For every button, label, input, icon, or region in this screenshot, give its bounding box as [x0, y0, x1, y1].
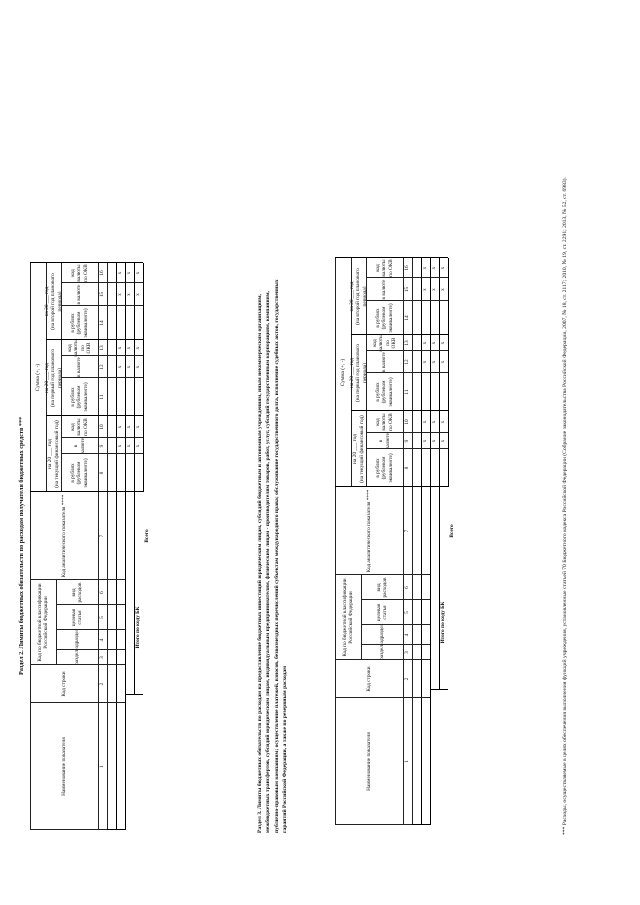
- sec2-header-sub-1-3: код валюты по ОКВ: [70, 418, 89, 436]
- sec2-vsego-label: Всего: [144, 529, 151, 543]
- sec2-header-sub-2-2: в валюте: [76, 357, 83, 377]
- sec2-col-number: 8: [99, 471, 106, 475]
- sec3-x-mark: x: [422, 266, 429, 270]
- section-2-title: Раздел 2. Лимиты бюджетных обязательств по расходам получателя бюджетных средств ***: [18, 416, 25, 675]
- sec2-col-number: 5: [99, 616, 106, 619]
- sec3-header-sub-1-3: код валюты по ОКВ: [375, 413, 394, 431]
- sec2-x-mark: x: [117, 365, 124, 369]
- table-rule: [351, 258, 352, 487]
- sec2-col-number: 15: [99, 291, 106, 298]
- sec3-header-sub-2-1: в рублях (рублевом эквиваленте): [375, 377, 394, 407]
- sec2-header-kbk-1: раздел: [73, 650, 80, 665]
- sec2-col-number: 3: [99, 656, 106, 659]
- sec3-header-year-1: на 20 ___ год (на текущий финансовый год): [352, 415, 365, 483]
- table-rule: [56, 604, 125, 605]
- sec3-header-year-2: на 20 ___ год (на первый год планового периода): [349, 344, 368, 402]
- sec3-header-sum: Сумма (+, -): [339, 358, 346, 387]
- sec3-header-analytic: Код аналитического показателя ****: [365, 489, 372, 573]
- sec2-x-mark: x: [135, 346, 142, 350]
- table-rule: [107, 263, 108, 830]
- table-rule: [412, 824, 430, 825]
- sec3-x-mark: x: [440, 288, 447, 291]
- table-rule: [61, 453, 143, 454]
- sec3-col-number: 10: [404, 419, 411, 425]
- sec2-header-sub-1-2: в валюте: [73, 437, 86, 455]
- sec3-header-kbk-4: вид расходов: [375, 577, 388, 598]
- table-rule: [335, 257, 448, 258]
- sec2-header-year-1: на 20 ___ год (на текущий финансовый год): [47, 420, 60, 488]
- table-rule: [125, 694, 143, 695]
- sec2-x-mark: x: [126, 365, 133, 369]
- sec3-col-number: 2: [404, 677, 411, 681]
- sec3-x-mark: x: [431, 360, 438, 364]
- table-rule: [351, 334, 448, 335]
- table-rule: [361, 599, 430, 600]
- sec3-col-number: 13: [404, 340, 411, 346]
- sec2-x-mark: x: [126, 444, 133, 448]
- sec2-header-sub-3-3: код валюты по ОКВ: [70, 264, 89, 282]
- table-rule: [61, 437, 143, 438]
- sec3-x-mark: x: [422, 360, 429, 364]
- sec3-x-mark: x: [431, 341, 438, 345]
- table-rule: [335, 659, 430, 660]
- table-rule: [351, 410, 448, 411]
- sec3-col-number: 14: [404, 315, 411, 321]
- sec3-col-number: 9: [404, 439, 411, 443]
- sec3-header-sub-3-2: в валюте: [381, 279, 388, 300]
- sec3-header-kbk-3: целевая статья: [375, 603, 388, 622]
- table-rule: [134, 263, 135, 695]
- sec3-x-mark: x: [422, 420, 429, 424]
- table-rule: [46, 263, 47, 492]
- sec2-x-mark: x: [135, 425, 142, 429]
- table-rule: [143, 263, 144, 492]
- table-rule: [116, 263, 117, 830]
- table-rule: [439, 258, 440, 690]
- table-rule: [366, 432, 448, 433]
- table-rule: [335, 258, 336, 825]
- sec3-x-mark: x: [440, 341, 447, 345]
- sec3-col-number: 16: [404, 265, 411, 271]
- sec2-x-mark: x: [117, 425, 124, 429]
- table-rule: [98, 263, 99, 830]
- table-rule: [361, 624, 430, 625]
- table-rule: [30, 262, 143, 263]
- table-rule: [335, 697, 430, 698]
- table-rule: [46, 415, 143, 416]
- sec2-x-mark: x: [126, 293, 133, 296]
- sec3-col-number: 11: [404, 389, 411, 395]
- footnote: *** Расходы, осуществляемые в целях обеспечения выполнения функций учреждения, установленные статьей 70 Бюджетного кодекса Российской Федерации (Собрание законодательства Российской Федерации, 2007, № 18, ст. 2117; 2010, № 19, ст. 2291; 2013, № 52, ст. 6983).: [562, 177, 568, 835]
- sec3-x-mark: x: [422, 288, 429, 291]
- table-rule: [61, 282, 143, 283]
- table-rule: [448, 258, 449, 487]
- sec3-col-number: 8: [404, 466, 411, 470]
- sec3-x-mark: x: [422, 341, 429, 345]
- sec3-header-kbk-1: раздел: [378, 645, 385, 660]
- sec2-itogo-label: Итого по коду БК: [135, 606, 142, 649]
- sec2-header-year-3: на 20 ___ год (на второй год планового периода): [44, 273, 63, 330]
- sec2-x-mark: x: [135, 271, 142, 275]
- table-rule: [421, 258, 422, 825]
- sec3-header-kbk: Код по бюджетной классификации Российской Федерации: [341, 578, 354, 657]
- table-rule: [335, 486, 448, 487]
- sec3-vsego-label: Всего: [449, 524, 456, 538]
- sec3-col-number: 6: [404, 586, 411, 589]
- sec3-x-mark: x: [440, 420, 447, 424]
- sec2-header-sub-3-2: в валюте: [76, 284, 83, 305]
- table-rule: [430, 258, 431, 825]
- sec2-col-number: 6: [99, 591, 106, 594]
- table-rule: [30, 664, 125, 665]
- table-rule: [46, 339, 143, 340]
- table-rule: [430, 689, 448, 690]
- sec2-header-kbk: Код по бюджетной классификации Российской Федерации: [36, 583, 49, 662]
- table-rule: [56, 649, 125, 650]
- sec2-header-kbk-4: вид расходов: [70, 582, 83, 603]
- sec3-header-sub-1-1: в рублях (рублевом эквиваленте): [375, 453, 394, 483]
- sec3-col-number: 1: [404, 760, 411, 763]
- sec2-header-sub-3-1: в рублях (рублевом эквиваленте): [70, 308, 89, 338]
- table-rule: [30, 491, 143, 492]
- sec3-header-sub-1-2: в валюте: [378, 432, 391, 450]
- sec3-x-mark: x: [431, 288, 438, 291]
- sec3-col-number: 15: [404, 286, 411, 293]
- table-rule: [366, 277, 448, 278]
- sec2-x-mark: x: [117, 346, 124, 350]
- sec3-header-sub-3-3: код валюты по ОКВ: [375, 259, 394, 277]
- sec2-header-sub-2-3: код валюты по ОКВ: [66, 339, 92, 357]
- sec2-col-number: 10: [99, 424, 106, 430]
- sec2-header-sub-2-1: в рублях (рублевом эквиваленте): [70, 382, 89, 412]
- table-rule: [61, 305, 143, 306]
- sec3-col-number: 3: [404, 651, 411, 654]
- sec3-header-name: Наименование показателя: [365, 732, 372, 791]
- sec3-header-sub-2-2: в валюте: [381, 352, 388, 372]
- sec2-x-mark: x: [126, 271, 133, 275]
- sec3-header-year-3: на 20 ___ год (на второй год планового периода): [349, 268, 368, 325]
- sec2-col-number: 9: [99, 444, 106, 448]
- sec2-x-mark: x: [117, 293, 124, 296]
- table-rule: [107, 829, 125, 830]
- sec3-x-mark: x: [440, 360, 447, 364]
- sec2-col-number: 4: [99, 638, 106, 642]
- sec3-col-number: 5: [404, 611, 411, 614]
- table-rule: [30, 263, 31, 830]
- table-rule: [361, 575, 362, 660]
- table-rule: [30, 579, 125, 580]
- sec3-header-sub-2-3: код валюты по ОКВ: [371, 334, 397, 352]
- sec3-header-kbk-2: подраздел: [378, 623, 385, 647]
- table-rule: [61, 377, 143, 378]
- table-rule: [366, 372, 448, 373]
- sec2-x-mark: x: [135, 444, 142, 448]
- sec2-x-mark: x: [117, 444, 124, 448]
- sec3-col-number: 7: [404, 529, 411, 533]
- sec3-x-mark: x: [431, 420, 438, 424]
- sec2-x-mark: x: [135, 365, 142, 369]
- sec3-header-sub-3-1: в рублях (рублевом эквиваленте): [375, 303, 394, 333]
- table-rule: [361, 644, 430, 645]
- sec2-header-sub-1-1: в рублях (рублевом эквиваленте): [70, 458, 89, 488]
- table-rule: [61, 355, 143, 356]
- table-rule: [125, 263, 126, 830]
- sec2-col-number: 14: [99, 320, 106, 326]
- table-rule: [56, 629, 125, 630]
- sec3-header-code: Код строки: [365, 666, 372, 692]
- sec3-x-mark: x: [440, 266, 447, 270]
- table-rule: [335, 574, 430, 575]
- sec2-x-mark: x: [135, 293, 142, 296]
- sec2-header-year-2: на 20 ___ год (на первый год планового периода): [44, 349, 63, 407]
- sec2-col-number: 1: [99, 765, 106, 768]
- sec3-itogo-label: Итого по коду БК: [440, 601, 447, 644]
- sec2-col-number: 2: [99, 682, 106, 686]
- table-rule: [366, 448, 448, 449]
- sec3-col-number: 4: [404, 633, 411, 637]
- sec2-col-number: 7: [99, 534, 106, 538]
- sec2-col-number: 12: [99, 364, 106, 370]
- sec2-header-sum: Сумма (+, -): [34, 363, 41, 392]
- table-rule: [56, 580, 57, 665]
- sec2-header-analytic: Код аналитического показателя ****: [60, 494, 67, 578]
- table-rule: [366, 300, 448, 301]
- sec3-col-number: 12: [404, 359, 411, 365]
- sec2-col-number: 11: [99, 394, 106, 400]
- table-rule: [366, 350, 448, 351]
- sec2-header-name: Наименование показателя: [60, 737, 67, 796]
- table-rule: [30, 702, 125, 703]
- sec3-x-mark: x: [440, 439, 447, 443]
- sec2-header-code: Код строки: [60, 671, 67, 697]
- sec2-header-kbk-3: целевая статья: [70, 608, 83, 627]
- section-3-title: Раздел 3. Лимиты бюджетных обязательств по расходам на предоставление бюджетных инвестиций юридическим лицам, субсидий бюджетным и автономным учреждениям, иным некоммерческим организациям, межбюджетных трансфертов, субсидий юридическим лицам, индивидуальным предпринимателям, физическим лицам - производителям товаров, работ, услуг, субсидий государственным корпорациям, компаниям, публично-правовым компаниям; осуществление платежей, взносов, безвозмездных перечислений субъектам международного права; обслуживание государственного долга, исполнение судебных актов, государственных гарантий Российской Федерации, а также по резервным расходам: [257, 279, 288, 833]
- sec3-x-mark: x: [431, 266, 438, 270]
- sec2-x-mark: x: [117, 271, 124, 275]
- sec2-header-kbk-2: подраздел: [73, 628, 80, 652]
- sec2-col-number: 16: [99, 270, 106, 276]
- table-rule: [403, 258, 404, 825]
- sec2-col-number: 13: [99, 345, 106, 351]
- table-rule: [412, 258, 413, 825]
- sec2-x-mark: x: [126, 425, 133, 429]
- sec2-x-mark: x: [126, 346, 133, 350]
- sec3-x-mark: x: [431, 439, 438, 443]
- sec3-x-mark: x: [422, 439, 429, 443]
